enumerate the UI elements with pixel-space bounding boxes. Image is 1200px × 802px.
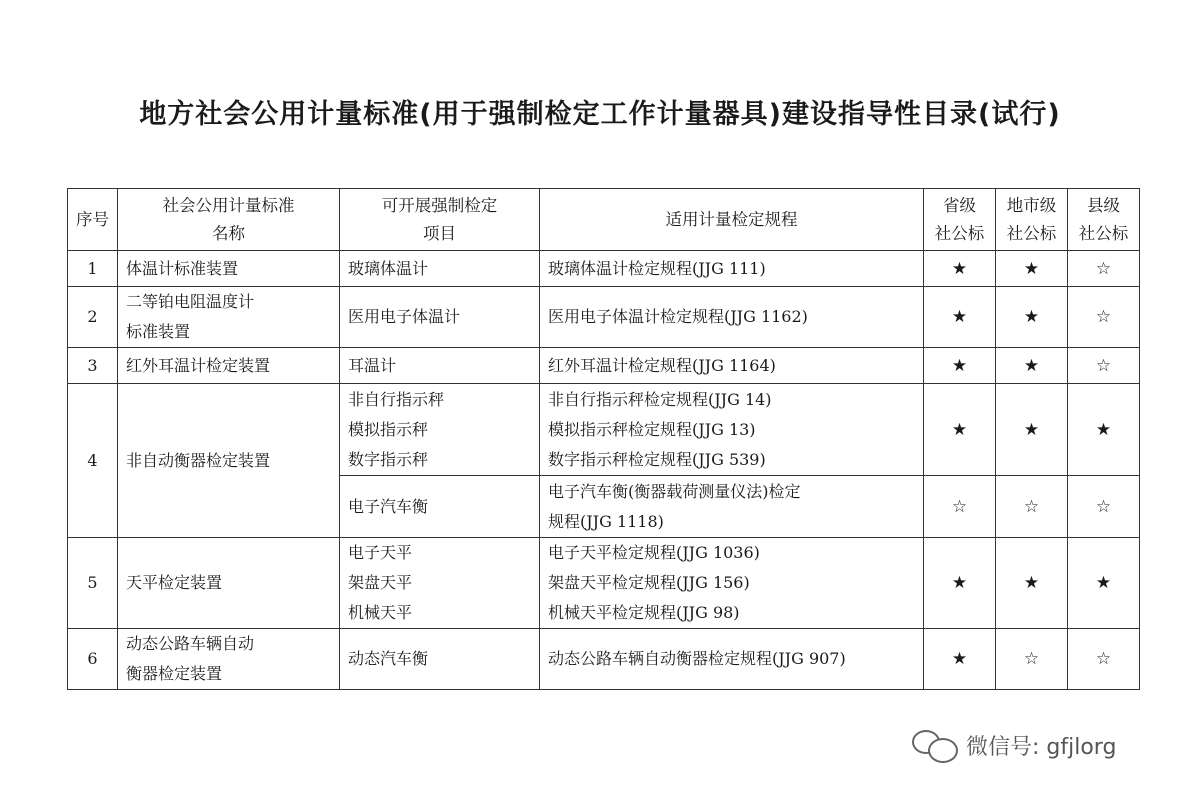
name-cell: 天平检定装置: [118, 538, 340, 629]
regulation-cell: 动态公路车辆自动衡器检定规程(JJG 907): [540, 629, 924, 690]
name-cell: 动态公路车辆自动 衡器检定装置: [118, 629, 340, 690]
table-row: [68, 629, 1140, 690]
name-cell: 红外耳温计检定装置: [118, 348, 340, 384]
items-cell: 玻璃体温计: [340, 251, 540, 287]
header-items: 可开展强制检定 项目: [340, 189, 540, 251]
wechat-watermark: [912, 728, 1116, 762]
seq-cell: 2: [68, 287, 118, 348]
county-mark: ☆: [1068, 348, 1140, 384]
seq-cell: 6: [68, 629, 118, 690]
city-mark: ★: [996, 251, 1068, 287]
name-cell: 体温计标准装置: [118, 251, 340, 287]
table-row: [68, 384, 1140, 476]
city-mark: ★: [996, 287, 1068, 348]
regulation-cell: 红外耳温计检定规程(JJG 1164): [540, 348, 924, 384]
wechat-icon: [912, 728, 958, 762]
name-cell: 非自动衡器检定装置: [118, 384, 340, 538]
items-cell: 动态汽车衡: [340, 629, 540, 690]
regulation-cell: 医用电子体温计检定规程(JJG 1162): [540, 287, 924, 348]
province-mark: ☆: [924, 476, 996, 538]
catalog-table: [67, 188, 1140, 690]
items-cell: 耳温计: [340, 348, 540, 384]
regulation-cell: 电子天平检定规程(JJG 1036) 架盘天平检定规程(JJG 156) 机械天平检定规程(JJG 98): [540, 538, 924, 629]
city-mark: ★: [996, 538, 1068, 629]
county-mark: ★: [1068, 538, 1140, 629]
header-seq: 序号: [68, 189, 118, 251]
city-mark: ☆: [996, 629, 1068, 690]
city-mark: ☆: [996, 476, 1068, 538]
regulation-cell: 玻璃体温计检定规程(JJG 111): [540, 251, 924, 287]
header-province: 省级 社公标: [924, 189, 996, 251]
city-mark: ★: [996, 348, 1068, 384]
seq-cell: 1: [68, 251, 118, 287]
seq-cell: 4: [68, 384, 118, 538]
watermark-text: 微信号: gfjlorg: [966, 734, 1117, 760]
province-mark: ★: [924, 538, 996, 629]
county-mark: ☆: [1068, 287, 1140, 348]
province-mark: ★: [924, 251, 996, 287]
seq-cell: 5: [68, 538, 118, 629]
items-cell: 医用电子体温计: [340, 287, 540, 348]
items-cell: 电子汽车衡: [340, 476, 540, 538]
county-mark: ☆: [1068, 476, 1140, 538]
items-cell: 非自行指示秤 模拟指示秤 数字指示秤: [340, 384, 540, 476]
header-county: 县级 社公标: [1068, 189, 1140, 251]
header-row: [68, 189, 1140, 251]
items-cell: 电子天平 架盘天平 机械天平: [340, 538, 540, 629]
header-city: 地市级 社公标: [996, 189, 1068, 251]
header-name: 社会公用计量标准 名称: [118, 189, 340, 251]
regulation-cell: 非自行指示秤检定规程(JJG 14) 模拟指示秤检定规程(JJG 13) 数字指示秤检定规程(JJG 539): [540, 384, 924, 476]
province-mark: ★: [924, 629, 996, 690]
county-mark: ☆: [1068, 251, 1140, 287]
regulation-cell: 电子汽车衡(衡器载荷测量仪法)检定 规程(JJG 1118): [540, 476, 924, 538]
table-row: [68, 287, 1140, 348]
name-cell: 二等铂电阻温度计 标准装置: [118, 287, 340, 348]
county-mark: ☆: [1068, 629, 1140, 690]
table-row: [68, 538, 1140, 629]
table-row: [68, 251, 1140, 287]
seq-cell: 3: [68, 348, 118, 384]
header-regulation: 适用计量检定规程: [540, 189, 924, 251]
province-mark: ★: [924, 384, 996, 476]
province-mark: ★: [924, 287, 996, 348]
province-mark: ★: [924, 348, 996, 384]
city-mark: ★: [996, 384, 1068, 476]
document-title: 地方社会公用计量标准(用于强制检定工作计量器具)建设指导性目录(试行): [139, 99, 1061, 130]
table-row: [68, 348, 1140, 384]
county-mark: ★: [1068, 384, 1140, 476]
